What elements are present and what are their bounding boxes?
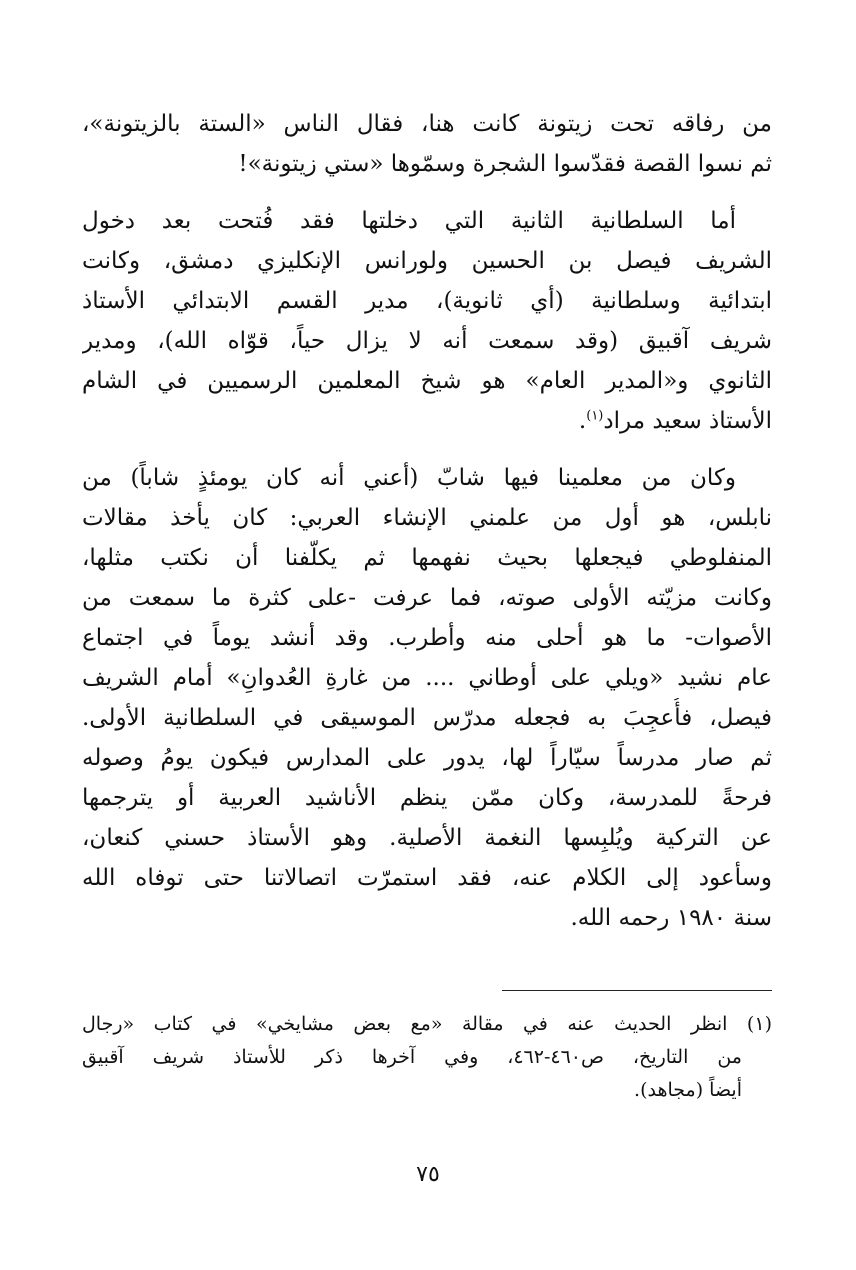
text-line: فرحةً للمدرسة، وكان ممّن ينظم الأناشيد العربية أو يترجمها	[82, 785, 772, 811]
footnote-divider	[502, 990, 772, 991]
text-line: الشريف فيصل بن الحسين ولورانس الإنكليزي دمشق، وكانت	[82, 248, 772, 274]
paragraph-2	[82, 201, 772, 441]
text-line: نابلس، هو أول من علمني الإنشاء العربي: كان يأخذ مقالات	[82, 505, 772, 531]
text-line: عن التركية ويُلبِسها النغمة الأصلية. وهو الأستاذ حسني كنعان،	[82, 825, 772, 851]
footnote-line: أيضاً (مجاهد).	[634, 1079, 742, 1101]
text-line: المنفلوطي فيجعلها بحيث نفهمها ثم يكلّفنا أن نكتب مثلها،	[82, 545, 772, 571]
footnote-line: (١) انظر الحديث عنه في مقالة «مع بعض مشايخي» في كتاب «رجال	[82, 1013, 772, 1035]
text-line: الأصوات- ما هو أحلى منه وأطرب. وقد أنشد يوماً في اجتماع	[82, 625, 772, 651]
paragraph-3	[82, 458, 772, 938]
text-line: فيصل، فأُعجِبَ به فجعله مدرّس الموسيقى في السلطانية الأولى.	[82, 705, 772, 731]
text-line: الأستاذ سعيد مراد	[603, 408, 772, 434]
text-line: شريف آقبيق (وقد سمعت أنه لا يزال حياً، قوّاه الله)، ومدير	[82, 328, 772, 354]
text-line: وكانت مزيّته الأولى صوته، فما عرفت -على كثرة ما سمعت من	[82, 585, 772, 611]
footnote-reference[interactable]: (١)	[586, 408, 604, 424]
text-line: وكان من معلمينا فيها شابّ (أعني أنه كان يومئذٍ شاباً) من	[82, 465, 736, 491]
text-line: من رفاقه تحت زيتونة كانت هنا، فقال الناس «الستة بالزيتونة»،	[82, 111, 772, 137]
text-line: سنة ١٩٨٠ رحمه الله.	[570, 905, 772, 931]
page-number: ٧٥	[416, 1162, 440, 1187]
text-line: أما السلطانية الثانية التي دخلتها فقد فُتحت بعد دخول	[82, 208, 736, 234]
text-line: عام نشيد «ويلي على أوطاني .... من غارةِ العُدوانِ» أمام الشريف	[82, 665, 772, 691]
text-line: ثم صار مدرساً سيّاراً لها، يدور على المدارس فيكون يومُ وصوله	[82, 745, 772, 771]
text-line: وسأعود إلى الكلام عنه، فقد استمرّت اتصالاتنا حتى توفاه الله	[82, 865, 772, 891]
footnote-line: من التاريخ، ص٤٦٠-٤٦٢، وفي آخرها ذكر للأستاذ شريف آقبيق	[82, 1046, 742, 1068]
footnote	[82, 1008, 772, 1107]
main-text	[82, 104, 772, 938]
text-line: الثانوي و«المدير العام» هو شيخ المعلمين الرسميين في الشام	[82, 368, 772, 394]
paragraph-1	[82, 104, 772, 184]
text-line: ابتدائية وسلطانية (أي ثانوية)، مدير القسم الابتدائي الأستاذ	[82, 288, 772, 314]
text-line-with-footnote: الأستاذ سعيد مراد$^{(١)}$.	[578, 408, 772, 434]
text-line: ثم نسوا القصة فقدّسوا الشجرة وسمّوها «ستي زيتونة»!	[238, 151, 772, 177]
